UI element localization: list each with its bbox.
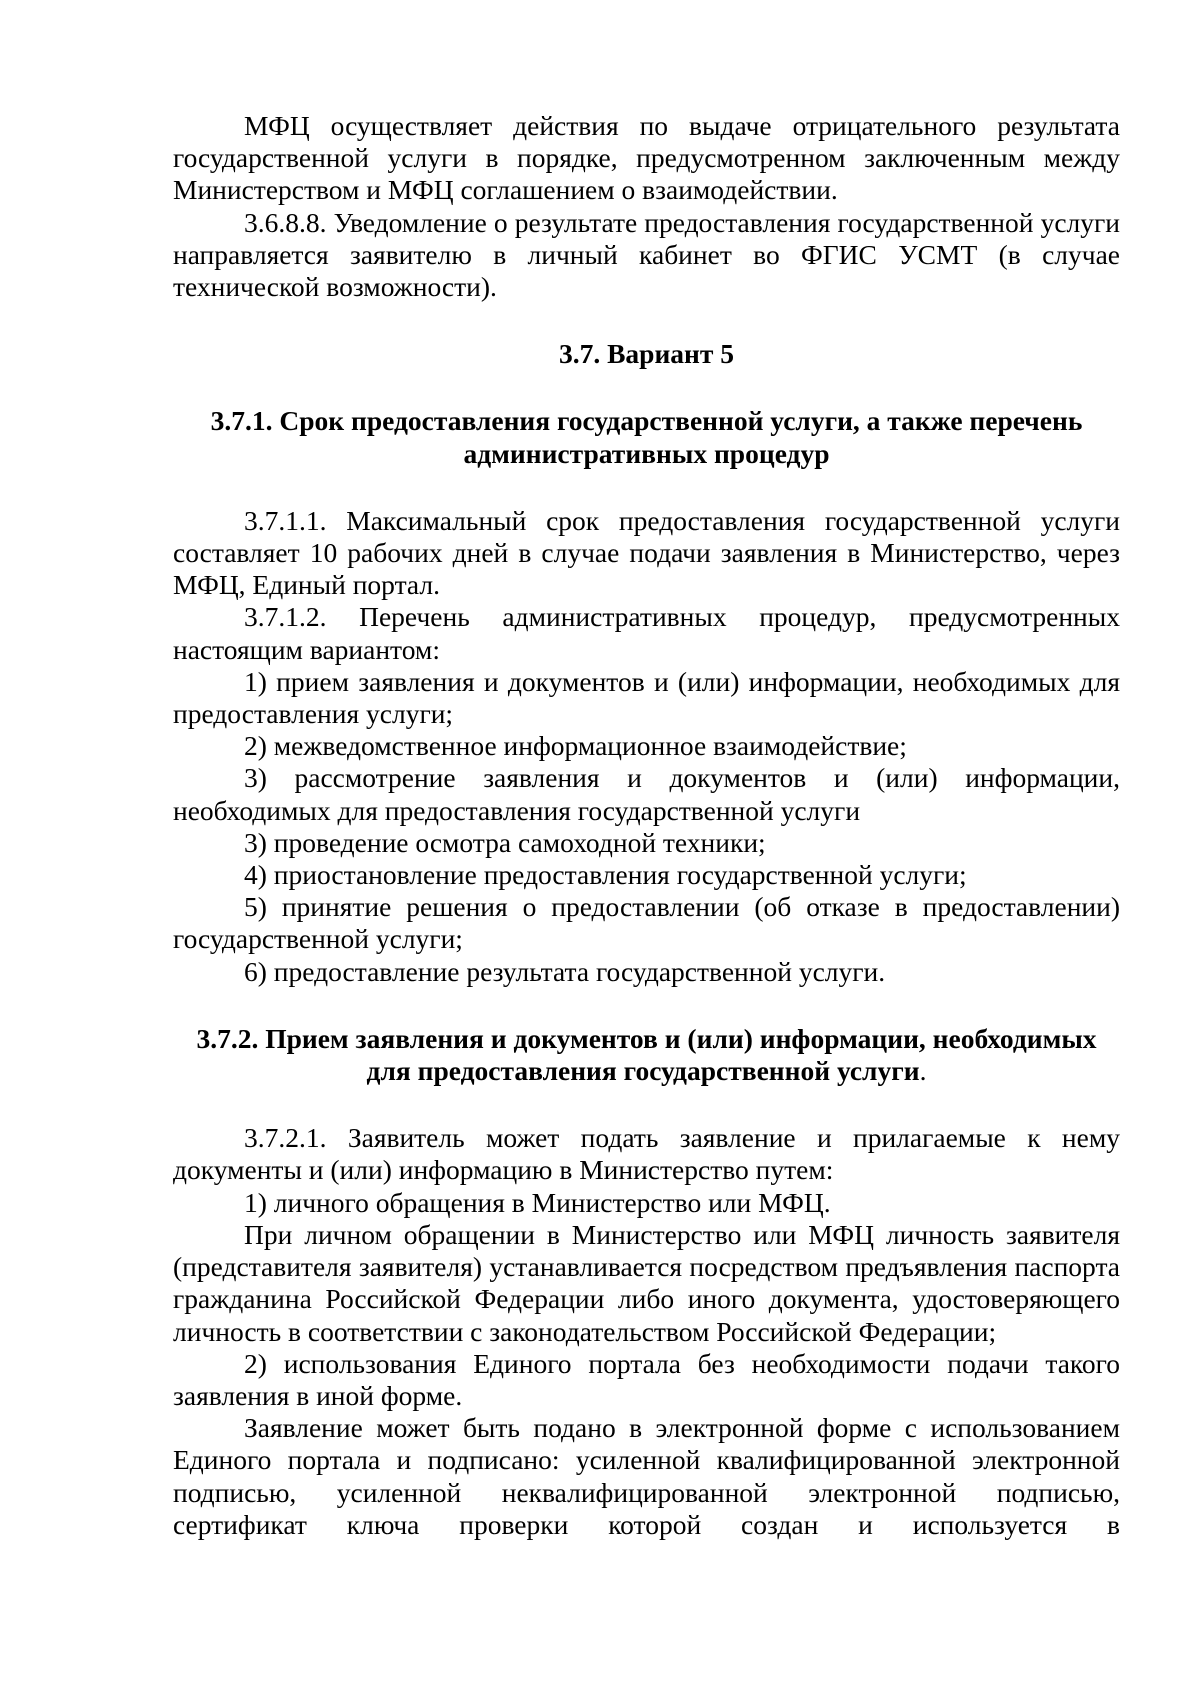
list-item-3a: 3) рассмотрение заявления и документов и (или) информации, необходимых для предоставления государственной услуги (173, 762, 1120, 826)
section-title: 3.7. Вариант 5 (558, 338, 735, 370)
subsection-2-title-end: . (919, 1055, 927, 1087)
list-item-1: 1) прием заявления и документов и (или) информации, необходимых для предоставления услуги; (173, 665, 1120, 730)
list-item-5: 5) принятие решения о предоставлении (об отказе в предоставлении) государственной услуги; (173, 891, 1120, 955)
list-item-3b: 3) проведение осмотра самоходной техники; (244, 826, 766, 858)
list-item-6: 6) предоставление результата государственной услуги. (244, 955, 886, 987)
paragraph-3-7-2-1: 3.7.2.1. Заявитель может подать заявление и прилагаемые к нему документы и (или) информацию в Министерство путем: (173, 1122, 1120, 1186)
list-item-4: 4) приостановление предоставления государственной услуги; (244, 859, 967, 891)
paragraph-3-6-8-8: 3.6.8.8. Уведомление о результате предоставления государственной услуги направляется заявителю в личный кабинет во ФГИС УСМТ (в случае технической возможности). (173, 206, 1120, 303)
paragraph-electronic-form: Заявление может быть подано в электронной форме с использованием Единого портала и подписано: усиленной квалифицированной электронной подписью, усиленной неквалифицированной электронной подписью, сертификат ключа проверки которой создан и используется в (173, 1412, 1120, 1540)
subsection-1-title: 3.7.1. Срок предоставления государственной услуги, а также перечень административных процедур (210, 405, 1083, 469)
paragraph-mfc-negative-result: МФЦ осуществляет действия по выдаче отрицательного результата государственной услуги в порядке, предусмотренном заключенным между Министерством и МФЦ соглашением о взаимодействии. (173, 110, 1120, 206)
list-item-2: 2) межведомственное информационное взаимодействие; (244, 730, 907, 762)
paragraph-personal-appeal: При личном обращении в Министерство или МФЦ личность заявителя (представителя заявителя) устанавливается посредством предъявления паспорта гражданина Российской Федерации либо иного документа, удостоверяющего личность в соответствии с законодательством Российской Федерации; (173, 1218, 1120, 1347)
paragraph-3-7-1-1: 3.7.1.1. Максимальный срок предоставления государственной услуги составляет 10 рабочих дней в случае подачи заявления в Министерство, через МФЦ, Единый портал. (173, 504, 1120, 601)
document-page (173, 110, 1120, 1541)
method-item-2: 2) использования Единого портала без необходимости подачи такого заявления в иной форме. (173, 1347, 1120, 1411)
subsection-2-title (173, 1023, 1120, 1087)
paragraph-3-7-1-2: 3.7.1.2. Перечень административных процедур, предусмотренных настоящим вариантом: (173, 601, 1120, 665)
subsection-2-title-text: 3.7.2. Прием заявления и документов и (или) информации, необходимых для предоставления государственной услуги (196, 1022, 1097, 1087)
method-item-1: 1) личного обращения в Министерство или МФЦ. (244, 1186, 831, 1218)
